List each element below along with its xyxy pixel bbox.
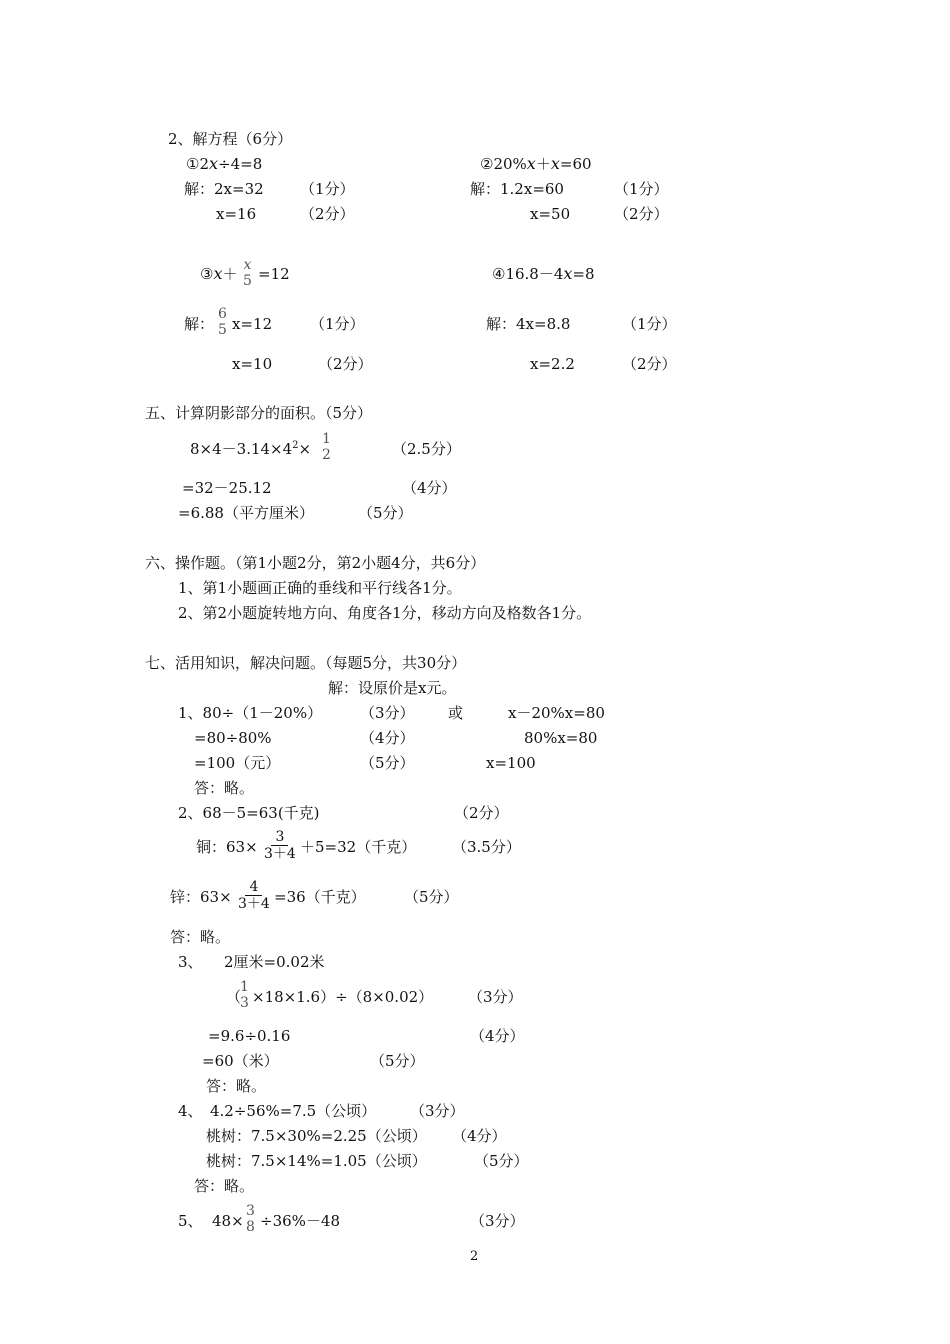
eq1-problem	[186, 155, 262, 173]
p3-frac-num: 1	[240, 979, 249, 995]
sec5-score1: （2.5分）	[392, 440, 461, 458]
p5-fraction	[244, 1203, 257, 1235]
sec5-line1-times: ×	[298, 440, 312, 458]
eq3-rest: =12	[258, 265, 290, 283]
eq4-label: ④16.8－4	[492, 265, 564, 283]
p2-line1: 2、68－5=63(千克)	[178, 804, 320, 822]
eq2-step1: 解：1.2x=60	[470, 180, 564, 198]
eq1-score1: （1分）	[300, 180, 355, 198]
p2-zinc-den: 3＋4	[238, 896, 270, 912]
p1-alt1: x－20%x=80	[508, 704, 605, 722]
p1-line2: =80÷80%	[194, 729, 272, 747]
p2-copper-rest: ＋5=32（千克）	[300, 838, 417, 856]
p3-score1: （3分）	[468, 988, 523, 1006]
p3-answer: 答：略。	[206, 1077, 267, 1095]
p4-answer: 答：略。	[194, 1177, 255, 1195]
sec5-score3: （5分）	[358, 504, 413, 522]
p1-answer: 答：略。	[194, 779, 255, 797]
p4-line3: 桃树：7.5×14%=1.05（公顷）	[206, 1152, 427, 1170]
eq2-x1: x	[526, 154, 536, 173]
p3-fraction	[238, 979, 251, 1011]
eq1-rest: ÷4=8	[218, 155, 263, 173]
sec6-item2: 2、第2小题旋转地方向、角度各1分，移动方向及格数各1分。	[178, 604, 592, 622]
sec5-line2: =32－25.12	[182, 479, 272, 497]
eq3-score2: （2分）	[318, 355, 373, 373]
sec5-heading: 五、计算阴影部分的面积。（5分）	[145, 404, 373, 422]
eq4-x: x	[563, 264, 573, 283]
eq4-score1: （1分）	[622, 315, 677, 333]
p2-score2: （3.5分）	[452, 838, 521, 856]
p1-score3: （5分）	[360, 754, 415, 772]
sec5-line1-pre: 8×4－3.14×4	[190, 440, 293, 458]
p3-score3: （5分）	[370, 1052, 425, 1070]
p2-copper-num: 3	[271, 829, 288, 846]
p3-open-paren: （	[226, 988, 242, 1006]
eq3-x: x	[213, 264, 223, 283]
p2-score1: （2分）	[454, 804, 509, 822]
sec5-line1-sup: 2	[292, 440, 299, 451]
eq3-label: ③	[200, 265, 214, 283]
sec5-frac-den: 2	[322, 447, 331, 463]
eq3-score1: （1分）	[310, 315, 365, 333]
p2-zinc-num: 4	[245, 879, 262, 896]
p5-rest: ÷36%－48	[260, 1212, 340, 1230]
eq3-fraction	[241, 257, 254, 289]
p1-or: 或	[448, 704, 464, 722]
eq1-step1: 解：2x=32	[184, 180, 264, 198]
p4-line2: 桃树：7.5×30%=2.25（公顷）	[206, 1127, 427, 1145]
p4-line1: 4.2÷56%=7.5（公顷）	[210, 1102, 377, 1120]
p3-line1: 2厘米=0.02米	[224, 953, 325, 971]
eq3-step1-frac-num: 6	[218, 306, 227, 322]
p2-zinc-pre: 锌：63×	[170, 888, 232, 906]
eq4-problem	[492, 265, 595, 283]
p2-zinc-fraction	[236, 879, 272, 912]
sec7-heading: 七、活用知识，解决问题。（每题5分，共30分）	[145, 654, 467, 672]
p4-label: 4、	[178, 1102, 203, 1120]
p5-score1: （3分）	[470, 1212, 525, 1230]
eq2-score2: （2分）	[614, 205, 669, 223]
eq2-x2: x	[550, 154, 560, 173]
sec5-line3: =6.88（平方厘米）	[178, 504, 314, 522]
eq3-step1-rest: x=12	[232, 315, 273, 333]
eq2-label: ②20%	[480, 155, 527, 173]
p1-score1: （3分）	[360, 704, 415, 722]
p4-score1: （3分）	[410, 1102, 465, 1120]
eq2-mid: ＋	[535, 155, 551, 173]
eq1-step2: x=16	[216, 205, 257, 223]
p3-label: 3、	[178, 953, 203, 971]
eq1-label: ①2	[186, 155, 209, 173]
eq2-step2: x=50	[530, 205, 571, 223]
p2-zinc-rest: =36（千克）	[274, 888, 366, 906]
p5-pre: 48×	[212, 1212, 244, 1230]
p1-alt2: 80%x=80	[524, 729, 598, 747]
p3-line3: =9.6÷0.16	[208, 1027, 291, 1045]
p4-score3: （5分）	[474, 1152, 529, 1170]
p2-score3: （5分）	[404, 888, 459, 906]
p3-line2: ×18×1.6）÷（8×0.02）	[252, 988, 434, 1006]
eq3-problem-left	[200, 265, 238, 283]
sec6-item1: 1、第1小题画正确的垂线和平行线各1分。	[178, 579, 462, 597]
p3-score2: （4分）	[470, 1027, 525, 1045]
eq2-rest: =60	[559, 155, 592, 173]
eq4-step1: 解：4x=8.8	[486, 315, 571, 333]
eq1-score2: （2分）	[300, 205, 355, 223]
eq3-step1-fraction	[216, 306, 229, 338]
eq4-score2: （2分）	[622, 355, 677, 373]
eq1-x: x	[209, 154, 219, 173]
p1-line1: 1、80÷（1－20%）	[178, 704, 323, 722]
p5-frac-den: 8	[246, 1219, 255, 1235]
p5-frac-num: 3	[246, 1203, 255, 1219]
eq2-score1: （1分）	[614, 180, 669, 198]
eq2-problem	[480, 155, 592, 173]
sec5-score2: （4分）	[402, 479, 457, 497]
sec5-fraction	[320, 431, 333, 463]
p1-line3: =100（元）	[194, 754, 281, 772]
p2-answer: 答：略。	[170, 928, 231, 946]
p3-frac-den: 3	[240, 995, 249, 1011]
eq3-frac-den: 5	[243, 273, 252, 289]
eq3-frac-num: x	[243, 257, 252, 273]
p5-label: 5、	[178, 1212, 203, 1230]
sec6-heading: 六、操作题。（第1小题2分，第2小题4分，共6分）	[145, 554, 486, 572]
p3-line4: =60（米）	[202, 1052, 279, 1070]
sec5-frac-num: 1	[322, 431, 331, 447]
eq4-step2: x=2.2	[530, 355, 575, 373]
p1-score2: （4分）	[360, 729, 415, 747]
eq3-step2: x=10	[232, 355, 273, 373]
eq3-plus: ＋	[222, 265, 238, 283]
equations-heading: 2、解方程（6分）	[168, 130, 293, 148]
p2-copper-fraction	[262, 829, 298, 862]
eq4-rest: =8	[572, 265, 595, 283]
eq3-step1-prefix: 解：	[184, 315, 215, 333]
page-number: 2	[470, 1249, 479, 1264]
p1-alt-intro: 解：设原价是x元。	[328, 679, 457, 697]
sec5-line1	[190, 440, 311, 458]
p2-copper-pre: 铜：63×	[196, 838, 258, 856]
p1-alt3: x=100	[486, 754, 536, 772]
eq3-step1-frac-den: 5	[218, 322, 227, 338]
p2-copper-den: 3＋4	[264, 846, 296, 862]
p4-score2: （4分）	[452, 1127, 507, 1145]
